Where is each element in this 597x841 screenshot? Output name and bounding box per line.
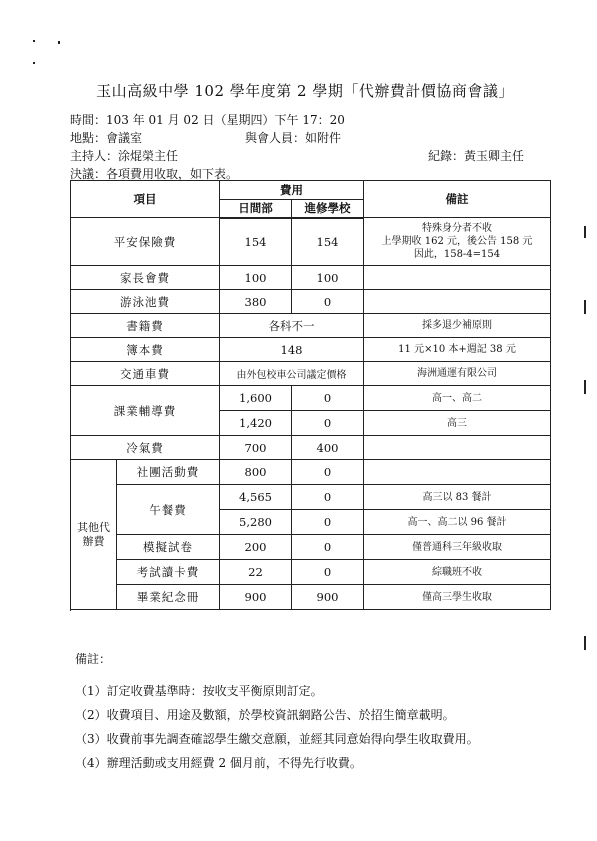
table-row — [71, 460, 551, 485]
row-note: 特殊身分者不收 上學期收 162 元，後公告 158 元 因此，158-4=154 — [364, 218, 551, 266]
row-note — [364, 266, 551, 290]
day-value: 154 — [220, 218, 292, 266]
row-note: 僅高三學生收取 — [364, 585, 551, 610]
table-row — [71, 362, 551, 386]
table-row — [71, 560, 551, 585]
note-item: （3）收費前事先調查確認學生繳交意願，並經其同意始得向學生收取費用。 — [75, 732, 479, 746]
row-note: 海洲通運有限公司 — [364, 362, 551, 386]
scan-mark — [584, 380, 586, 394]
header-day: 日間部 — [220, 200, 292, 218]
notes-heading: 備註： — [75, 652, 112, 666]
table-row — [71, 314, 551, 338]
scan-mark — [58, 41, 60, 44]
header-fees: 費用 — [220, 181, 364, 200]
meeting-chair: 主持人：涂焜榮主任 — [70, 149, 179, 163]
table-row — [71, 218, 551, 266]
document-title: 玉山高級中學 102 學年度第 2 學期「代辦費計價協商會議」 — [96, 82, 514, 100]
row-note — [364, 460, 551, 485]
table-row — [71, 535, 551, 560]
meeting-time: 時間：103 年 01 月 02 日（星期四）下午 17：20 — [70, 113, 345, 127]
row-note: 採多退少補原則 — [364, 314, 551, 338]
day-value: 1,420 — [220, 411, 292, 436]
table-row — [71, 436, 551, 460]
day-value: 100 — [220, 266, 292, 290]
table-row — [71, 338, 551, 362]
night-value: 100 — [292, 266, 364, 290]
table-row — [71, 585, 551, 610]
row-note: 僅普通科三年級收取 — [364, 535, 551, 560]
item-label: 冷氣費 — [71, 436, 220, 460]
header-note: 備註 — [364, 181, 551, 218]
night-value: 0 — [292, 560, 364, 585]
meeting-location: 地點：會議室 — [70, 131, 143, 145]
header-item: 項目 — [71, 181, 220, 218]
item-label: 簿本費 — [71, 338, 220, 362]
day-value: 1,600 — [220, 386, 292, 411]
item-label: 平安保險費 — [71, 218, 220, 266]
merged-value: 各科不一 — [220, 314, 364, 338]
item-label: 社團活動費 — [117, 460, 220, 485]
item-label: 考試讀卡費 — [117, 560, 220, 585]
meeting-resolution: 決議：各項費用收取，如下表。 — [70, 167, 239, 181]
merged-value: 148 — [220, 338, 364, 362]
row-note: 11 元×10 本+週記 38 元 — [364, 338, 551, 362]
day-value: 380 — [220, 290, 292, 314]
meeting-recorder: 紀錄：黃玉卿主任 — [428, 149, 525, 163]
row-note: 高三以 83 餐計 — [364, 485, 551, 510]
note-item: （2）收費項目、用途及數額，於學校資訊網路公告、於招生簡章載明。 — [75, 708, 455, 722]
note-item: （4）辦理活動或支用經費 2 個月前，不得先行收費。 — [75, 756, 362, 770]
night-value: 0 — [292, 485, 364, 510]
item-label: 交通車費 — [71, 362, 220, 386]
night-value: 0 — [292, 411, 364, 436]
item-label: 家長會費 — [71, 266, 220, 290]
merged-value: 由外包校車公司議定價格 — [220, 362, 364, 386]
other-fees-group-label: 其他代 辦費 — [71, 460, 117, 610]
scan-mark — [584, 226, 586, 238]
day-value: 700 — [220, 436, 292, 460]
table-row — [71, 386, 551, 411]
item-label: 課業輔導費 — [71, 386, 220, 436]
notes-section — [75, 650, 479, 775]
night-value: 154 — [292, 218, 364, 266]
table-row — [71, 266, 551, 290]
table-row — [71, 485, 551, 510]
item-label: 模擬試卷 — [117, 535, 220, 560]
night-value: 400 — [292, 436, 364, 460]
table-row — [71, 290, 551, 314]
night-value: 0 — [292, 290, 364, 314]
day-value: 800 — [220, 460, 292, 485]
scan-mark — [584, 636, 586, 650]
item-label: 午餐費 — [117, 485, 220, 535]
row-note: 高一、高二 — [364, 386, 551, 411]
item-label: 游泳池費 — [71, 290, 220, 314]
row-note: 綜職班不收 — [364, 560, 551, 585]
night-value: 0 — [292, 510, 364, 535]
night-value: 900 — [292, 585, 364, 610]
day-value: 900 — [220, 585, 292, 610]
header-night: 進修學校 — [292, 200, 364, 218]
row-note — [364, 290, 551, 314]
night-value: 0 — [292, 460, 364, 485]
day-value: 200 — [220, 535, 292, 560]
fee-table — [70, 180, 551, 610]
row-note — [364, 436, 551, 460]
scan-mark — [33, 62, 35, 64]
night-value: 0 — [292, 386, 364, 411]
day-value: 22 — [220, 560, 292, 585]
item-label: 畢業紀念冊 — [117, 585, 220, 610]
scan-mark — [33, 40, 35, 42]
row-note: 高一、高二以 96 餐計 — [364, 510, 551, 535]
night-value: 0 — [292, 535, 364, 560]
scan-mark — [584, 300, 586, 314]
day-value: 5,280 — [220, 510, 292, 535]
meeting-attendees: 與會人員：如附件 — [245, 131, 342, 145]
item-label: 書籍費 — [71, 314, 220, 338]
day-value: 4,565 — [220, 485, 292, 510]
row-note: 高三 — [364, 411, 551, 436]
note-item: （1）訂定收費基準時：按收支平衡原則訂定。 — [75, 684, 323, 698]
